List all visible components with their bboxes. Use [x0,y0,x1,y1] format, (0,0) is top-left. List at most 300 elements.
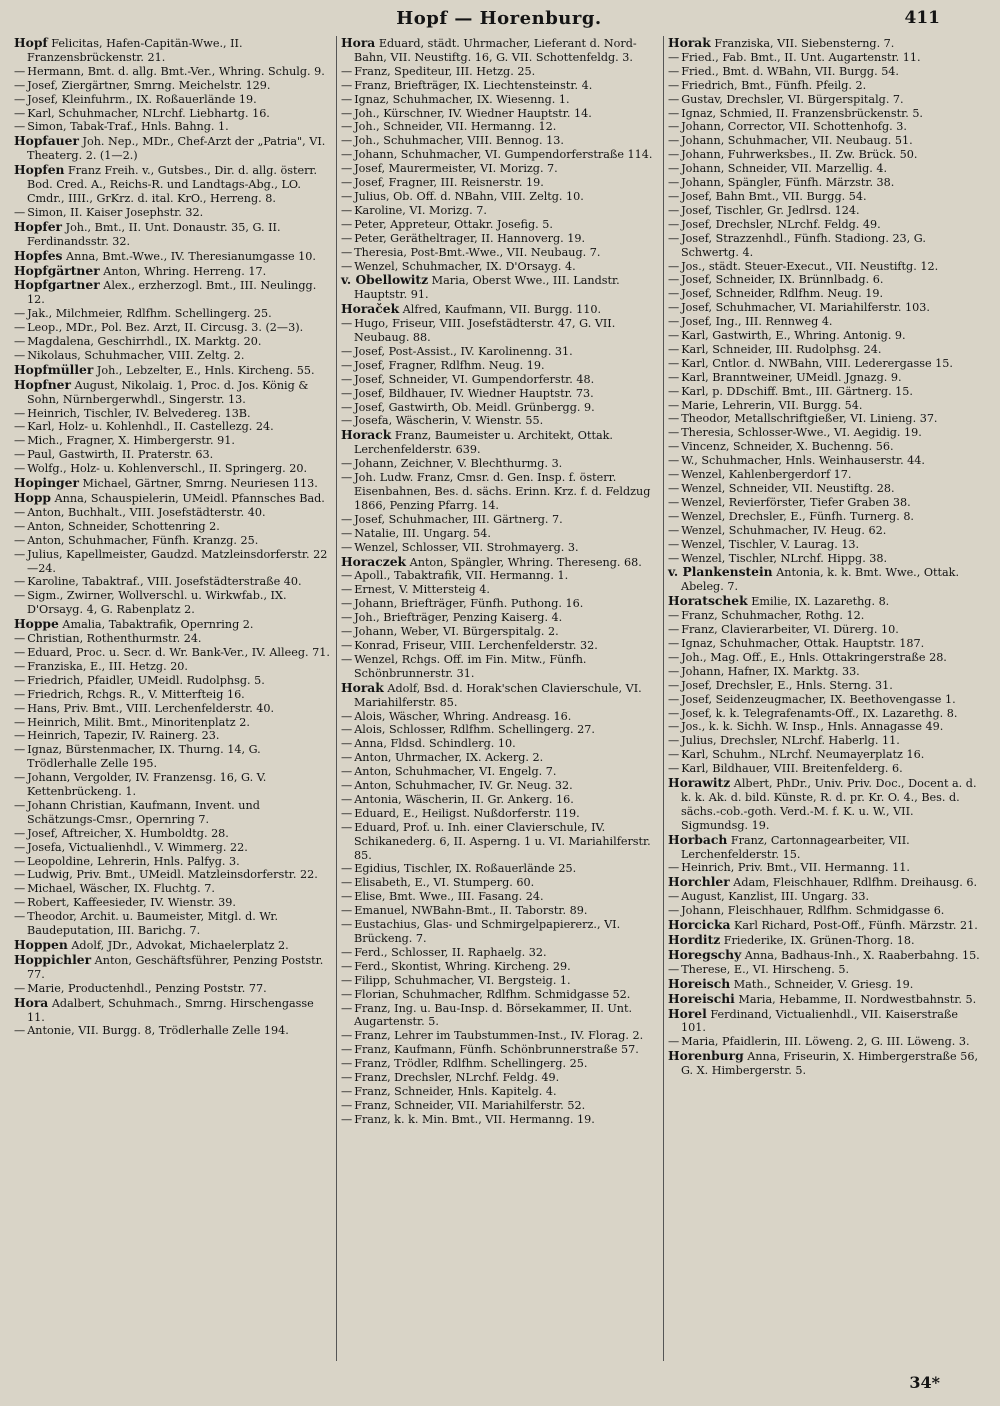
directory-entry [14,896,330,910]
repeat-dash: — [341,1001,353,1015]
repeat-dash: — [341,64,353,78]
repeat-dash: — [668,64,680,78]
repeat-dash: — [341,1098,353,1112]
entry-details: Franz, Trödler, Rdlfhm. Schellingerg. 25. [354,1057,588,1071]
entry-details: Vincenz, Schneider, X. Buchenng. 56. [681,440,894,454]
entry-details: Johann Christian, Kaufmann, Invent. und Schätzungs-Cmsr., Opernring 7. [27,798,260,826]
entry-surname: Horatschek [668,593,748,609]
repeat-dash: — [341,918,353,932]
repeat-dash: — [341,400,353,414]
entry-details: Josef, Post-Assist., IV. Karolinenng. 31. [354,344,573,358]
entry-surname: Hopfen [14,162,65,178]
entry-details: Franz, Schneider, VII. Mariahilferstr. 52. [354,1098,586,1112]
entry-details: Julius, Drechsler, NLrchf. Haberlg. 11. [681,734,900,748]
directory-entry [668,120,984,134]
entry-details: Josef, Schneider, Rdlfhm. Neug. 19. [681,287,884,301]
repeat-dash: — [14,406,26,420]
entry-details: Johann, Schuhmacher, VII. Neubaug. 51. [681,134,913,148]
directory-entry [668,51,984,65]
repeat-dash: — [341,317,353,331]
directory-entry [668,693,984,707]
directory-entry [341,1071,657,1085]
repeat-dash: — [341,1071,353,1085]
entry-details: Marie, Productenhdl., Penzing Poststr. 77. [27,981,267,995]
entry-details: Albert, PhDr., Univ. Priv. Doc., Docent a. d. k. k. Ak. d. bild. Künste, R. d. pr. Kr. O. 4., Bes. d. sächs.-cob.-goth. Verd.-M. f. K. u. W., VII. Sigmundsg. 19. [681,777,977,832]
directory-entry [14,702,330,716]
repeat-dash: — [14,307,26,321]
directory-entry [14,378,330,407]
entry-details: Emanuel, NWBahn-Bmt., II. Taborstr. 89. [354,904,588,918]
repeat-dash: — [668,482,680,495]
entry-surname: Hopfgartner [14,277,100,293]
repeat-dash: — [341,638,353,652]
repeat-dash: — [341,372,353,386]
directory-entry [341,946,657,960]
directory-entry [341,821,657,863]
entry-details: Johann, Corrector, VII. Schottenhofg. 3. [681,120,907,134]
directory-entry [668,904,984,918]
entry-details: Karl, Schuhmacher, NLrchf. Liebhartg. 16. [27,106,270,120]
repeat-dash: — [341,231,353,245]
entry-details: Therese, E., VI. Hirscheng. 5. [681,962,850,976]
entry-details: Johann, Spängler, Fünfh. Märzstr. 38. [681,176,895,190]
entry-details: Josef, Drechsler, E., Hnls. Sterng. 31. [681,678,893,692]
entry-details: Ignaz, Schuhmacher, IX. Wiesenng. 1. [354,92,570,106]
entry-details: Anton, Schuhmacher, VI. Engelg. 7. [354,765,557,779]
entry-surname: Hopfer [14,218,63,234]
repeat-dash: — [341,890,353,904]
entry-details: Franz, Schuhmacher, Rothg. 12. [681,609,865,623]
repeat-dash: — [14,729,26,743]
entry-details: Friederike, IX. Grünen-Thorg. 18. [723,934,915,947]
entry-details: Alois, Schlosser, Rdlfhm. Schellingerg. 27. [354,723,595,737]
repeat-dash: — [668,231,680,245]
directory-entry [668,482,984,496]
entry-details: Julius, Kapellmeister, Gaudzd. Matzleinsdorferstr. 22—24. [27,547,328,575]
directory-entry [14,982,330,996]
entry-details: Hermann, Bmt. d. allg. Bmt.-Ver., Whring. Schulg. 9. [27,64,325,78]
entry-details: Karl Richard, Post-Off., Fünfh. Märzstr. 21. [734,919,978,933]
directory-entry [14,646,330,660]
directory-entry [668,176,984,190]
repeat-dash: — [341,1057,353,1071]
directory-entry [668,260,984,274]
repeat-dash: — [341,751,353,765]
entry-details: Heinrich, Milit. Bmt., Minoritenplatz 2. [27,715,250,729]
repeat-dash: — [341,583,353,597]
repeat-dash: — [668,189,680,203]
directory-entry [668,565,984,594]
entry-surname: Horbach [668,831,728,847]
sheet-signature: 34* [909,1373,940,1392]
repeat-dash: — [668,329,680,343]
column-3 [663,36,984,1361]
directory-entry [14,660,330,674]
repeat-dash: — [14,673,26,687]
repeat-dash: — [341,540,353,554]
repeat-dash: — [668,217,680,231]
entry-details: Ferdinand, Victualienhdl., VII. Kaiserstraße 101. [681,1007,958,1035]
entry-details: Wenzel, Schlosser, VII. Strohmayerg. 3. [354,540,579,554]
repeat-dash: — [341,709,353,723]
entry-details: Theodor, Metallschriftgießer, VI. Linieng. 37. [681,412,938,426]
directory-entry [341,890,657,904]
repeat-dash: — [341,189,353,203]
directory-entry [668,651,984,665]
repeat-dash: — [341,512,353,526]
repeat-dash: — [341,414,353,428]
directory-entry [668,329,984,343]
directory-entry [341,555,657,570]
directory-entry [14,420,330,434]
repeat-dash: — [668,748,680,762]
repeat-dash: — [14,645,26,659]
repeat-dash: — [14,659,26,673]
repeat-dash: — [668,523,680,537]
entry-details: Felicitas, Hafen-Capitän-Wwe., II. Franzensbrückenstr. 21. [27,37,243,64]
repeat-dash: — [341,987,353,1001]
repeat-dash: — [668,664,680,678]
repeat-dash: — [14,547,26,561]
repeat-dash: — [14,533,26,547]
directory-entry [668,918,984,933]
directory-entry [668,385,984,399]
entry-details: Elise, Bmt. Wwe., III. Fasang. 24. [354,890,544,904]
directory-entry [341,653,657,681]
entry-surname: v. Plankenstein [668,564,773,580]
entry-details: Anna, Badhaus-Inh., X. Raaberbahng. 15. [744,948,980,962]
directory-entry [14,163,330,206]
directory-entry [668,232,984,260]
entry-details: Nikolaus, Schuhmacher, VIII. Zeltg. 2. [27,348,245,362]
entry-details: Hans, Priv. Bmt., VIII. Lerchenfelderstr. 40. [27,701,275,715]
entry-details: Heinrich, Priv. Bmt., VII. Hermanng. 11. [681,861,910,875]
entry-details: Elisabeth, E., VI. Stumperg. 60. [354,876,535,890]
repeat-dash: — [14,589,26,603]
directory-entry [668,707,984,721]
repeat-dash: — [668,398,680,412]
directory-entry [14,462,330,476]
entry-details: Michael, Gärtner, Smrng. Neuriesen 113. [82,477,318,491]
entry-details: Ernest, V. Mittersteig 4. [354,583,490,597]
repeat-dash: — [341,526,353,540]
directory-entry [668,594,984,609]
repeat-dash: — [341,344,353,358]
entry-details: Josef, Bahn Bmt., VII. Burgg. 54. [681,189,867,203]
entry-details: Hugo, Friseur, VIII. Josefstädterstr. 47, G. VII. Neubaug. 88. [354,317,616,345]
entry-details: Wenzel, Schuhmacher, IV. Heug. 62. [681,523,887,537]
repeat-dash: — [668,962,680,976]
repeat-dash: — [668,650,680,664]
entry-surname: Hora [341,36,376,50]
entry-details: Eduard, Proc. u. Secr. d. Wr. Bank-Ver., IV. Alleeg. 71. [27,645,330,659]
entry-details: Fried., Fab. Bmt., II. Unt. Augartenstr. 11. [681,50,921,64]
entry-details: Wenzel, Drechsler, E., Fünfh. Turnerg. 8. [681,509,914,523]
entry-surname: v. Obellowitz [341,272,429,288]
repeat-dash: — [668,468,680,482]
entry-details: Wenzel, Tischler, V. Laurag. 13. [681,537,860,551]
directory-entry [14,335,330,349]
directory-entry [341,162,657,176]
directory-entry [14,589,330,617]
entry-details: Theresia, Post-Bmt.-Wwe., VII. Neubaug. 7. [354,245,601,259]
entry-details: Josef, Drechsler, NLrchf. Feldg. 49. [681,217,881,231]
directory-entry [14,134,330,163]
directory-entry [341,1002,657,1030]
repeat-dash: — [341,162,353,176]
entry-details: Christian, Rothenthurmstr. 24. [27,632,202,646]
directory-entry [14,307,330,321]
directory-entry [14,743,330,771]
entry-details: Leopoldine, Lehrerin, Hnls. Palfyg. 3. [27,854,240,868]
repeat-dash: — [341,217,353,231]
entry-details: Marie, Lehrerin, VII. Burgg. 54. [681,398,863,412]
repeat-dash: — [14,868,26,882]
directory-entry [668,833,984,862]
entry-details: Theresia, Schlosser-Wwe., VI. Aegidig. 19. [681,426,922,440]
entry-details: Eustachius, Glas- und Schmirgelpapiererz., VI. Brückeng. 7. [354,918,621,945]
column-1 [14,36,330,1361]
entry-details: Franz, Baumeister u. Architekt, Ottak. Lerchenfelderstr. 639. [354,429,613,457]
directory-entry [14,363,330,378]
directory-entry [14,617,330,632]
directory-entry [341,988,657,1002]
repeat-dash: — [14,575,26,589]
repeat-dash: — [668,440,680,454]
repeat-dash: — [668,636,680,650]
repeat-dash: — [14,910,26,924]
repeat-dash: — [341,779,353,793]
entry-details: Joh., Mag. Off., E., Hnls. Ottakringerstraße 28. [681,650,947,664]
directory-entry [668,1007,984,1036]
entry-details: Karl, Schuhm., NLrchf. Neumayerplatz 16. [681,748,925,762]
repeat-dash: — [668,273,680,287]
entry-details: Josef, Schuhmacher, VI. Mariahilferstr. 103. [681,301,930,315]
entry-details: Josef, Schuhmacher, III. Gärtnerg. 7. [354,512,563,526]
directory-entry [14,575,330,589]
directory-entry [341,107,657,121]
entry-details: Peter, Appreteur, Ottakr. Josefig. 5. [354,217,553,231]
page-header [14,0,984,36]
repeat-dash: — [668,609,680,623]
directory-entry [668,343,984,357]
directory-entry [14,264,330,279]
entry-surname: Horaček [341,301,400,317]
repeat-dash: — [668,551,680,565]
directory-entry [14,716,330,730]
entry-details: Anton, Geschäftsführer, Penzing Poststr. 77. [27,953,324,981]
directory-entry [341,204,657,218]
directory-entry [668,890,984,904]
entry-details: Josef, Aftreicher, X. Humboldtg. 28. [27,826,229,840]
entry-details: Josef, Schneider, VI. Gumpendorferstr. 48. [354,372,595,386]
entry-details: Maria, Hebamme, II. Nordwestbahnstr. 5. [738,992,977,1006]
entry-details: Joh. Nep., MDr., Chef-Arzt der „Patria", VI. Theaterg. 2. (1—2.) [27,135,326,163]
directory-entry [341,960,657,974]
entry-details: Adalbert, Schuhmach., Smrng. Hirschengasse 11. [27,996,314,1024]
entry-surname: Hopfgärtner [14,262,100,278]
repeat-dash: — [668,342,680,356]
directory-entry [14,996,330,1025]
repeat-dash: — [668,734,680,748]
entry-details: Adolf, Bsd. d. Horak'schen Clavierschule, VI. Mariahilferstr. 85. [354,681,642,709]
entry-details: Johann, Schneider, VII. Marzellig. 4. [681,162,888,176]
entry-details: Anton, Schuhmacher, Fünfh. Kranzg. 25. [27,533,259,547]
directory-entry [14,79,330,93]
directory-entry [668,134,984,148]
entry-details: Franz, Kaufmann, Fünfh. Schönbrunnerstraße 57. [354,1043,639,1057]
entry-surname: Hoppen [14,937,68,952]
repeat-dash: — [668,509,680,523]
directory-entry [341,148,657,162]
repeat-dash: — [668,384,680,398]
entry-surname: Horditz [668,932,721,947]
directory-entry [668,65,984,79]
repeat-dash: — [14,64,26,78]
repeat-dash: — [668,678,680,692]
repeat-dash: — [341,820,353,834]
directory-entry [341,862,657,876]
entry-surname: Horeisch [668,975,731,991]
directory-entry [668,36,984,51]
repeat-dash: — [668,692,680,706]
repeat-dash: — [668,426,680,440]
entry-details: Franz, Briefträger, IX. Liechtensteinstr. 4. [354,78,593,92]
directory-entry [14,506,330,520]
directory-entry [341,120,657,134]
entry-details: Franziska, E., III. Hetzg. 20. [27,659,188,673]
directory-entry [341,639,657,653]
directory-entry [341,428,657,457]
repeat-dash: — [14,701,26,715]
directory-entry [341,876,657,890]
directory-entry [341,345,657,359]
entry-details: Wenzel, Rchgs. Off. im Fin. Mitw., Fünfh. Schönbrunnerstr. 31. [354,652,587,680]
directory-entry [668,315,984,329]
entry-details: Florian, Schuhmacher, Rdlfhm. Schmidgasse 52. [354,987,631,1001]
entry-details: Wenzel, Kahlenbergerdorf 17. [681,468,852,482]
directory-entry [668,992,984,1007]
repeat-dash: — [341,806,353,820]
entry-details: Franz, Drechsler, NLrchf. Feldg. 49. [354,1071,560,1085]
directory-entry [668,963,984,977]
repeat-dash: — [14,715,26,729]
entry-details: Josef, Bildhauer, IV. Wiedner Hauptstr. 73. [354,386,594,400]
entry-details: Josefa, Victualienhdl., V. Wimmerg. 22. [27,840,248,854]
repeat-dash: — [14,854,26,868]
directory-entry [668,148,984,162]
entry-details: Joh., Lebzelter, E., Hnls. Kircheng. 55. [96,363,315,377]
entry-surname: Horak [668,36,711,50]
entry-surname: Hopfner [14,376,71,392]
directory-entry [341,218,657,232]
directory-entry [341,779,657,793]
repeat-dash: — [14,434,26,448]
repeat-dash: — [668,356,680,370]
repeat-dash: — [341,203,353,217]
entry-surname: Horegschy [668,946,742,962]
directory-entry [668,762,984,776]
entry-surname: Hopp [14,490,52,505]
entry-details: Joh. Ludw. Franz, Cmsr. d. Gen. Insp. f. österr. Eisenbahnen, Bes. d. sächs. Erinn. Krz. f. d. Feldzug 1866, Penzing Pfarrg. 14. [354,471,651,512]
directory-entry [668,609,984,623]
entry-details: Egidius, Tischler, IX. Roßauerlände 25. [354,862,577,876]
repeat-dash: — [668,301,680,315]
directory-entry [668,734,984,748]
entry-details: Josef, Schneider, IX. Brünnlbadg. 6. [681,273,884,287]
page-title: Hopf — Horenburg. [396,8,602,29]
repeat-dash: — [14,335,26,349]
entry-surname: Hoppe [14,616,59,632]
repeat-dash: — [341,625,353,639]
repeat-dash: — [668,120,680,134]
entry-details: Eduard, E., Heiligst. Nußdorferstr. 119. [354,806,580,820]
directory-entry [668,720,984,734]
repeat-dash: — [341,358,353,372]
entry-surname: Horchler [668,874,730,890]
entry-details: Josef, Fragner, Rdlfhm. Neug. 19. [354,358,545,372]
entry-details: Wenzel, Schneider, VII. Neustiftg. 28. [681,482,895,495]
entry-details: August, Nikolaig. 1, Proc. d. Jos. König & Sohn, Nürnbergerwhdl., Singerstr. 13. [27,378,309,406]
entry-details: Simon, II. Kaiser Josephstr. 32. [27,205,204,219]
repeat-dash: — [668,495,680,509]
entry-details: Karl, Cntlor. d. NWBahn, VIII. Lederergasse 15. [681,356,953,370]
directory-entry [14,674,330,688]
entry-details: Anna, Fldsd. Schindlerg. 10. [354,737,516,751]
repeat-dash: — [341,652,353,666]
directory-entry [668,679,984,693]
entry-details: Ignaz, Schuhmacher, Ottak. Hauptstr. 187. [681,636,925,650]
directory-entry [341,723,657,737]
entry-details: Julius, Ob. Off. d. NBahn, VIII. Zeltg. 10. [354,189,584,203]
directory-entry [668,79,984,93]
directory-entry [14,476,330,491]
directory-entry [341,710,657,724]
entry-details: Robert, Kaffeesieder, IV. Wienstr. 39. [27,896,236,910]
directory-entry [14,93,330,107]
directory-entry [341,471,657,513]
directory-entry [341,246,657,260]
directory-entry [668,204,984,218]
entry-details: Joh., Schuhmacher, VIII. Bennog. 13. [354,134,564,148]
repeat-dash: — [14,120,26,134]
directory-entry [341,583,657,597]
directory-entry [341,513,657,527]
directory-entry [668,552,984,566]
directory-entry [668,273,984,287]
entry-surname: Horawitz [668,775,731,791]
entry-details: Alfred, Kaufmann, VII. Burgg. 110. [402,303,602,317]
directory-entry [14,491,330,506]
repeat-dash: — [14,882,26,896]
entry-details: Amalia, Tabaktrafik, Opernring 2. [62,618,254,632]
directory-entry [668,524,984,538]
entry-details: Joh., Kürschner, IV. Wiedner Hauptstr. 14. [354,106,592,120]
entry-details: Karl, Branntweiner, UMeidl. Jgnazg. 9. [681,370,902,384]
directory-entry [341,765,657,779]
repeat-dash: — [668,454,680,468]
entry-details: Anton, Uhrmacher, IX. Ackerg. 2. [354,751,544,765]
entry-details: Franz, Ing. u. Bau-Insp. d. Börsekammer, II. Unt. Augartenstr. 5. [354,1001,633,1029]
entry-surname: Hopf [14,36,48,50]
entry-details: Heinrich, Tapezir, IV. Rainerg. 23. [27,729,220,743]
directory-entry [668,454,984,468]
directory-entry [341,1099,657,1113]
entry-details: Alois, Wäscher, Whring. Andreasg. 16. [354,709,572,723]
entry-details: Friedrich, Pfaidler, UMeidl. Rudolphsg. 5. [27,673,265,687]
entry-details: Alex., erzherzogl. Bmt., III. Neulingg. 12. [27,279,317,307]
page-number: 411 [904,8,940,28]
